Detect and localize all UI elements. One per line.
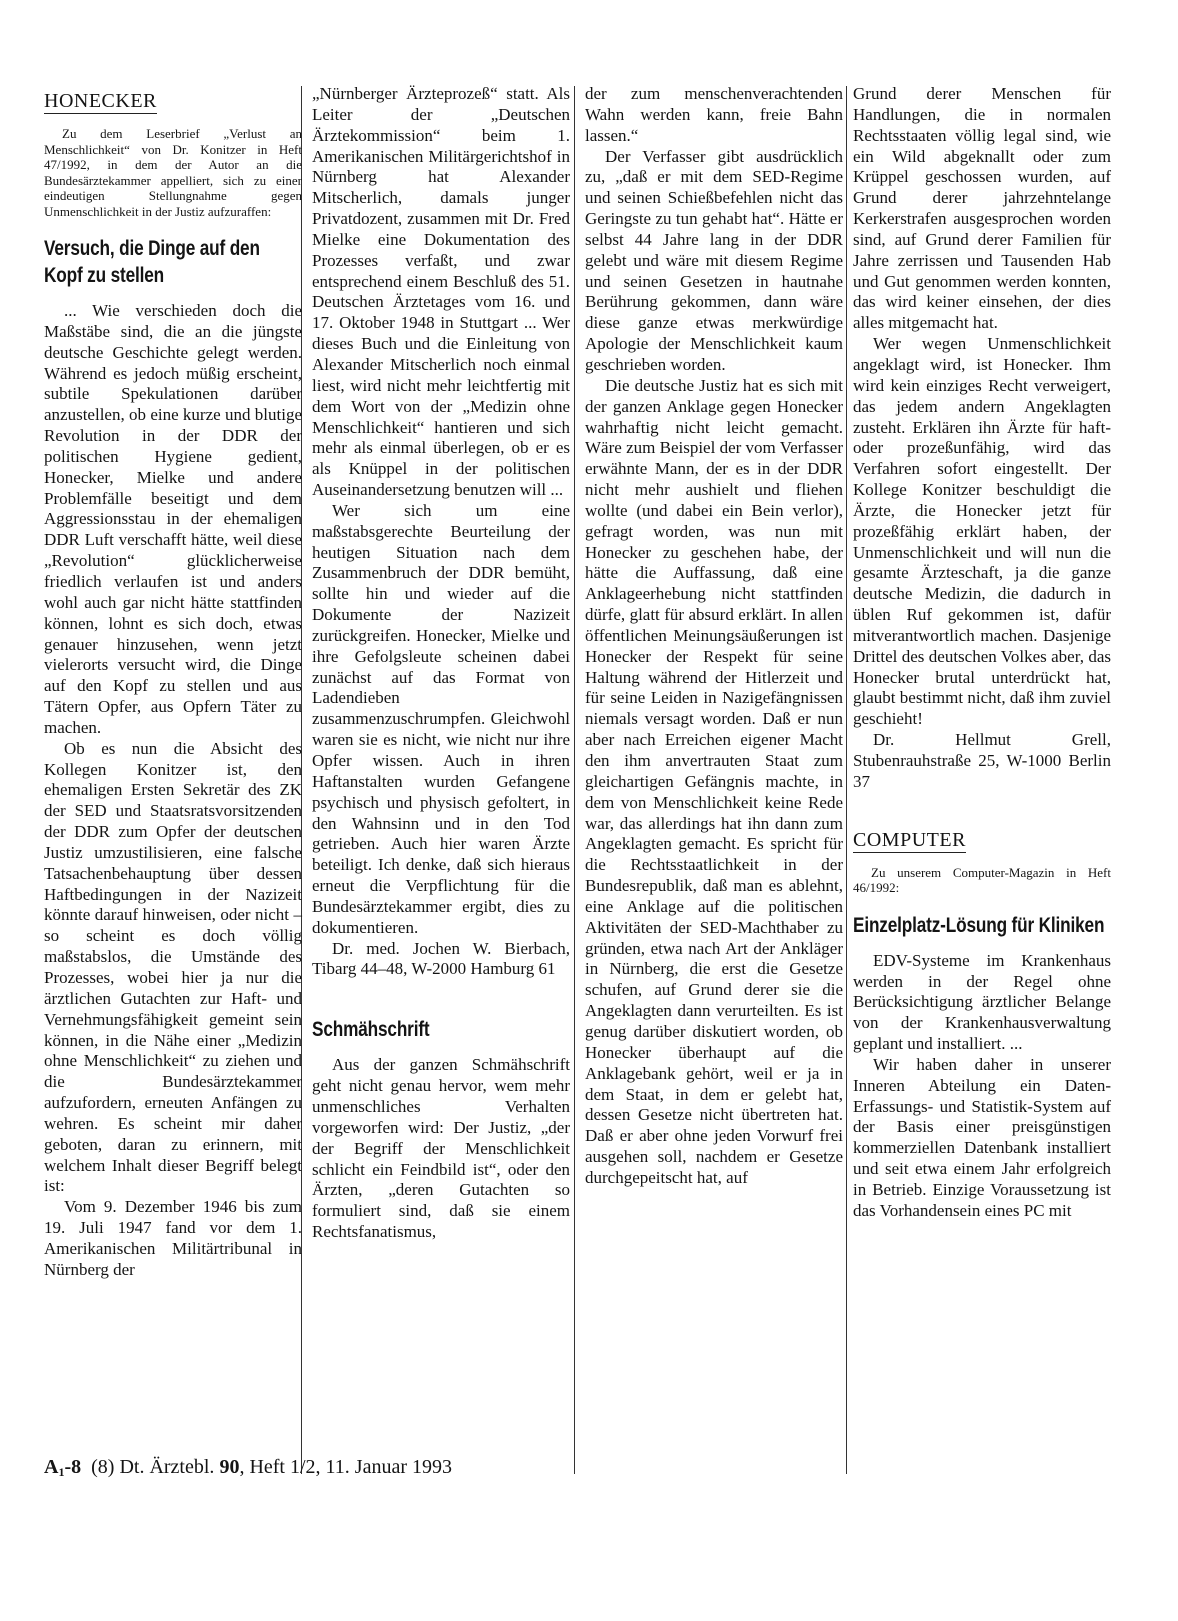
body-paragraph: Wer wegen Unmenschlichkeit angeklagt wird, ist Honecker. Ihm wird kein einziges Recht verweigert, das jedem andern Angeklagten zusteht. Erklären ihn Ärzte für haft- oder prozeßunfähig, wird das Verfahren sofort eingestellt. Der Kollege Konitzer beschuldigt die Ärzte, die Honecker jetzt für prozeßfähig erklärt haben, der Unmenschlichkeit und will nun die gesamte Ärzteschaft, ja die ganze deutsche Medizin, die dadurch in üblen Ruf gekommen ist, dafür mitverantwortlich machen. Dasjenige Drittel des deutschen Volkes aber, das Honecker brutal unterdrückt hat, glaubt bestimmt nicht, daß ihm zuviel geschieht! bbox=[853, 334, 1111, 729]
page-code: $A_1-8$ bbox=[44, 1456, 82, 1479]
body-paragraph: Ob es nun die Absicht des Kollegen Konitzer ist, den ehemaligen Ersten Sekretär des ZK der SED und Staatsratsvorsitzenden der DDR zum Opfer der deutschen Justiz umzustilisieren, eine falsche Tatsachenbehauptung über dessen Haftbedingungen in der Nazizeit könnte darauf hinweisen, oder nicht – so scheint es doch völlig maßstabslos, die Umstände des Prozesses, wobei hier ja nur die ärztlichen Gutachten zur Haft- und Vernehmungsfähigkeit gemeint sein können, in die Nähe einer „Medizin ohne Menschlichkeit“ zu ziehen und die Bundesärztekammer aufzufordern, erneuten Anfängen zu wehren. Es scheint mir daher geboten, daran zu erinnern, mit welchem Inhalt dieser Begriff belegt ist: bbox=[44, 738, 302, 1196]
column-1 bbox=[44, 84, 302, 1281]
letter-intro: Zu unserem Computer-Magazin in Heft 46/1992: bbox=[853, 864, 1111, 896]
body-paragraph: ... Wie verschieden doch die Maßstäbe sind, die an die jüngste deutsche Geschichte gelegt werden. Während es jedoch müßig erscheint, subtile Spekulationen darüber anzustellen, ob eine kurze und blutige Revolution in der DDR der politischen Hygiene gedient, Honecker, Mielke und andere Problemfälle beseitigt und dem Aggressionsstau in der ehemaligen DDR Luft verschafft hätte, weil diese „Revolution“ glücklicherweise friedlich verlaufen ist und anders wohl auch gar nicht hätte stattfinden können, lohnt es sich doch, etwas genauer hinzusehen, wenn jetzt vielerorts versucht wird, die Dinge auf den Kopf zu stellen und aus Tätern Opfer, aus Opfern Täter zu machen. bbox=[44, 301, 302, 737]
letter-headline: Versuch, die Dinge auf den Kopf zu stellen bbox=[44, 237, 260, 287]
letter-signature: Dr. Hellmut Grell, Stubenrauhstraße 25, W-1000 Berlin 37 bbox=[853, 730, 1111, 791]
letter-signature: Dr. med. Jochen W. Bierbach, Tibarg 44–48, W-2000 Hamburg 61 bbox=[312, 938, 570, 979]
body-paragraph: der zum menschenverachtenden Wahn werden kann, freie Bahn lassen.“ bbox=[585, 84, 843, 145]
body-paragraph: „Nürnberger Ärzteprozeß“ statt. Als Leiter der „Deutschen Ärztekommission“ beim 1. Amerikanischen Militärgerichtshof in Nürnberg hat Alexander Mitscherlich, damals junger Privatdozent, zusammen mit Dr. Fred Mielke eine Dokumentation des Prozesses verfaßt, und zwar entsprechend einem Beschluß des 51. Deutschen Ärztetages vom 16. und 17. Oktober 1948 in Stuttgart ... Wer dieses Buch und die Einleitung von Alexander Mitscherlich noch einmal liest, wird nicht mehr leichtfertig mit dem Wort von der „Medizin ohne Menschlichkeit“ hantieren und sich mehr als einmal überlegen, ob er es als Knüppel in der politischen Auseinandersetzung benutzen will ... bbox=[312, 84, 570, 500]
body-paragraph: EDV-Systeme im Krankenhaus werden in der Regel ohne Berücksichtigung ärztlicher Belange von der Krankenhausverwaltung geplant und installiert. ... bbox=[853, 950, 1111, 1054]
section-rubric: COMPUTER bbox=[853, 828, 966, 851]
page-footer: $A_1-8$ (8) Dt. Ärztebl. 90, Heft 1/2, 11. Januar 1993 bbox=[44, 1456, 452, 1479]
volume-number: 90 bbox=[219, 1456, 240, 1478]
journal-name: Dt. Ärztebl. bbox=[119, 1456, 215, 1478]
body-paragraph: Der Verfasser gibt ausdrücklich zu, „daß er mit dem SED-Regime und seinen Schießbefehlen nicht das Geringste zu tun gehabt hat“. Hätte er selbst 44 Jahre lang in der DDR gelebt und wäre mit diesem Regime und seinen Gesetzen in hautnahe Berührung gekommen, dann wäre diese ganze etwas merkwürdige Apologie der Menschlichkeit kaum geschrieben worden. bbox=[585, 146, 843, 374]
column-rule bbox=[846, 86, 847, 1474]
section-rubric: HONECKER bbox=[44, 90, 157, 112]
body-paragraph: Aus der ganzen Schmähschrift geht nicht genau hervor, wem mehr unmenschliches Verhalten vorgeworfen wird: Der Justiz, „der der Begriff der Menschlichkeit schlicht ein Feindbild ist“, oder den Ärzten, „deren Gutachten so formuliert sind, daß sie einem Rechtsfanatismus, bbox=[312, 1055, 570, 1242]
issue-date: Heft 1/2, 11. Januar 1993 bbox=[249, 1456, 452, 1478]
body-paragraph: Wer sich um eine maßstabsgerechte Beurteilung der heutigen Situation nach dem Zusammenbruch der DDR bemüht, sollte hin und wieder auf die Dokumente der Nazizeit zurückgreifen. Honecker, Mielke und ihre Gefolgsleute scheinen dabei zunächst auf das Format von Ladendieben zusammenzuschrumpfen. Gleichwohl waren sie es nicht, wie nicht nur ihre Opfer wissen. Auch in ihren Haftanstalten wurden Gefangene psychisch und physisch gefoltert, in den Wahnsinn und in den Tod getrieben. Auch hier waren Ärzte beteiligt. Ich denke, daß sich hieraus erneut die Verpflichtung für die Bundesärztekammer ergibt, dies zu dokumentieren. bbox=[312, 500, 570, 937]
body-paragraph: Die deutsche Justiz hat es sich mit der ganzen Anklage gegen Honecker wahrhaftig nicht leicht gemacht. Wäre zum Beispiel der vom Verfasser erwähnte Mann, der es in der DDR nicht mehr aushielt und fliehen wollte (und dabei ein Bein verlor), gefragt worden, was nun mit Honecker zu geschehen habe, der hätte die Auffassung, daß eine Anklageerhebung nicht stattfinden dürfe, glatt für absurd erklärt. In allen öffentlichen Meinungsäußerungen ist Honecker der Respekt für seine Haltung während der Hitlerzeit und für seine Leiden in Nazigefängnissen niemals versagt worden. Daß er nun aber nach Erreichen eigener Macht den ihm anvertrauten Staat zum gleichartigen Gefängnis machte, in dem von Menschlichkeit keine Rede war, das allerdings hat ihn dann zum Angeklagten gemacht. Es spricht für die Rechtsstaatlichkeit in der Bundesrepublik, daß man es ablehnt, eine Anklage auf die politischen Aktivitäten der SED-Machthaber zu gründen, etwa nach Art der Ankläger in Nürnberg, die erst die Gesetze schufen, auf Grund derer sie die Angeklagten dann verurteilten. Es ist genug darüber diskutiert worden, ob Honecker überhaupt auf die Anklagebank gehört, weil er ja in dem Staat, in dem er gelebt hat, dessen Gesetze nicht übertreten hat. Daß er aber ohne jeden Vorwurf frei ausgehen soll, nachdem er Gesetze durchgepeitscht hat, auf bbox=[585, 375, 843, 1187]
body-paragraph: Wir haben daher in unserer Inneren Abteilung ein Daten-Erfassungs- und Statistik-System auf der Basis einer preisgünstigen kommerziellen Datenbank installiert und seit etwa einem Jahr erfolgreich in Betrieb. Einzige Voraussetzung ist das Vorhandensein eines PC mit bbox=[853, 1054, 1111, 1220]
body-paragraph: Vom 9. Dezember 1946 bis zum 19. Juli 1947 fand vor dem 1. Amerikanischen Militärtribunal in Nürnberg der bbox=[44, 1197, 302, 1279]
body-paragraph: Grund derer Menschen für Handlungen, die in normalen Rechtsstaaten völlig legal sind, wie ein Wild abgeknallt oder zum Krüppel geschossen wurden, auf Grund derer jahrzehntelange Kerkerstrafen ausgesprochen worden sind, auf Grund derer Familien für Jahre zerrissen und Tausenden Hab und Gut genommen werden konnten, das wird keiner einsehen, der dies alles mitgemacht hat. bbox=[853, 84, 1111, 333]
letter-headline: Einzelplatz-Lösung für Kliniken bbox=[853, 913, 1105, 937]
column-4 bbox=[853, 84, 1111, 1222]
column-2 bbox=[312, 84, 570, 1243]
letter-intro: Zu dem Leserbrief „Verlust an Menschlichkeit“ von Dr. Konitzer in Heft 47/1992, in dem der Autor an die Bundesärztekammer appelliert, sich zu einer eindeutigen Stellungnahme gegen Unmenschlichkeit in der Justiz aufzuraffen: bbox=[44, 126, 302, 219]
column-3 bbox=[585, 84, 843, 1189]
column-rule bbox=[574, 86, 575, 1474]
page-in-issue: (8) bbox=[91, 1456, 115, 1478]
letter-headline: Schmähschrift bbox=[312, 1018, 430, 1042]
